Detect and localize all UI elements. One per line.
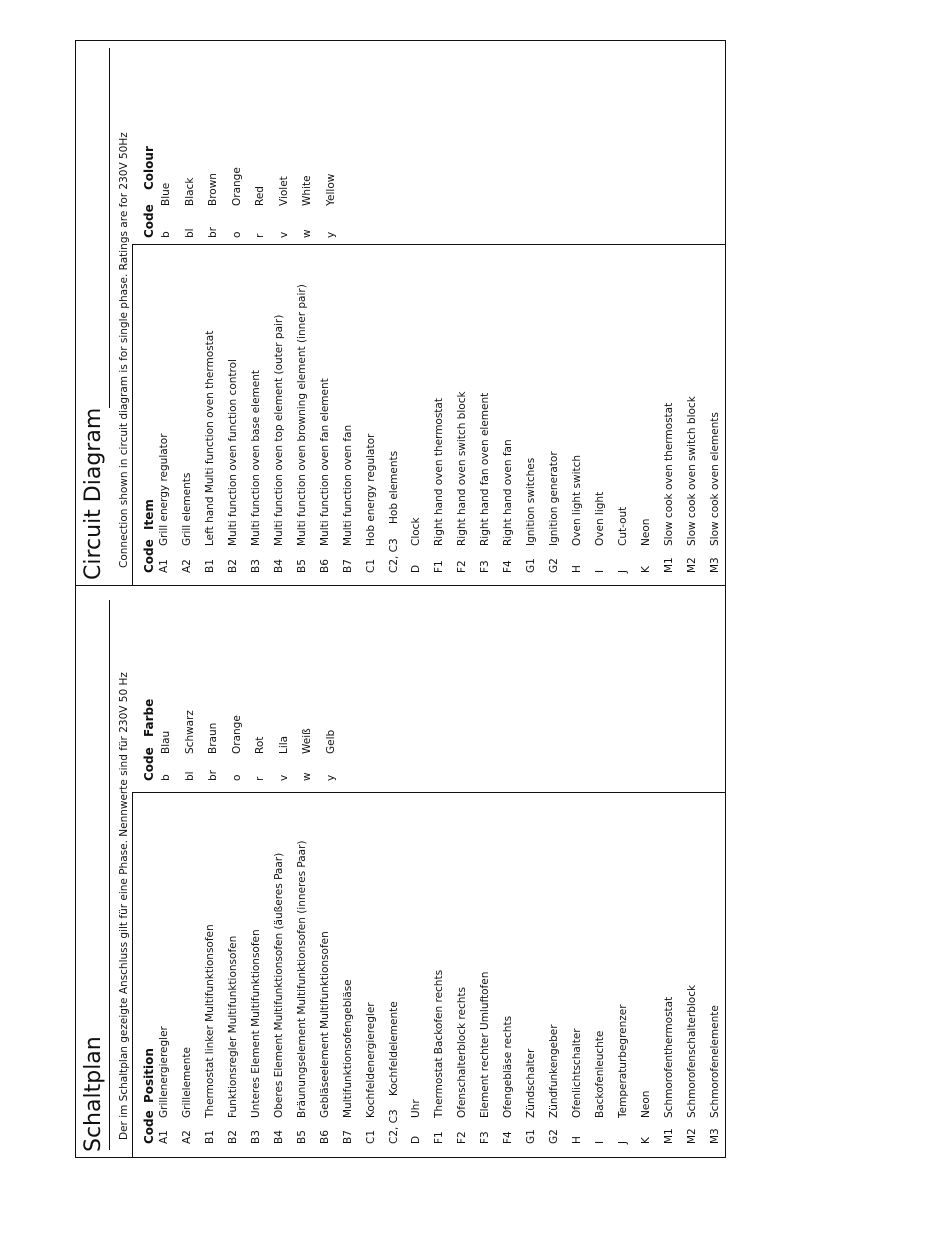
row-code: A2 [180,559,193,573]
row-code: F4 [502,1131,515,1144]
row-code: B4 [272,1130,285,1144]
row-text: Neon [639,1090,652,1118]
row-text: Zündfunkengeber [548,1024,561,1118]
row-text: Schmorofenthermostat [662,996,675,1118]
row-code: G1 [525,1129,538,1144]
row-text: Uhr [410,1099,423,1118]
row-text: Right hand fan oven element [479,392,492,546]
row-text: Backofenleuchte [594,1030,607,1118]
table-hline [132,792,726,793]
color-name: Blau [160,730,172,754]
color-code: v [277,774,290,781]
row-code: A1 [158,1130,170,1144]
position-header: Position [142,1048,156,1103]
row-code: F2 [456,560,469,573]
color-name: Black [183,177,196,206]
color-code: y [324,774,337,781]
row-text: Thermostat Backofen rechts [433,969,446,1118]
color-name-header: Colour [142,146,156,190]
row-code: B1 [203,1130,216,1144]
row-code: F3 [479,1131,492,1144]
section-divider [75,585,726,586]
row-code: G2 [548,558,561,573]
row-text: Right hand oven fan [502,439,515,546]
row-text: Kochfeldelemente [387,1001,400,1096]
color-name: Blue [160,182,172,206]
color-code: bl [183,771,196,781]
row-code: A2 [180,1130,193,1144]
row-text: Oberes Element Multifunktionsofen (äußeres Paar) [272,852,285,1118]
row-text: Neon [639,518,652,546]
row-code: F2 [456,1131,469,1144]
row-code: F4 [502,560,515,573]
row-code: I [594,569,607,573]
color-code: w [301,772,313,781]
row-text: Ofengebläse rechts [502,1015,515,1118]
row-code: F1 [433,1131,446,1144]
row-code: H [571,1136,584,1144]
row-code: K [639,566,652,573]
row-text: Temperaturbegrenzer [617,1004,629,1118]
page-frame [75,40,726,1158]
row-text: Multi function oven fan [341,424,354,546]
table-hline [132,244,726,245]
section-note: Connection shown in circuit diagram is for single phase. Ratings are for 230V 50Hz [118,132,130,568]
color-code: br [207,770,219,781]
row-text: Grillelemente [180,1047,193,1118]
color-code: v [277,231,290,238]
color-name: Brown [207,173,219,206]
row-code: M1 [662,1128,675,1144]
row-code: B7 [341,1130,354,1144]
row-text: Multi function oven base element [249,370,262,546]
row-text: Bräunungselement Multifunktionsofen (inneres Paar) [295,840,308,1118]
color-code: o [230,774,243,781]
row-text: Oven light [594,491,607,546]
table-vline [132,792,133,1158]
color-code: r [254,233,266,238]
color-name: Orange [230,167,243,206]
row-text: Kochfeldenergieregler [364,1002,377,1118]
row-code: B2 [226,559,239,573]
row-code: C1 [364,1129,377,1144]
color-name: Weiß [301,728,313,754]
row-code: B5 [295,1130,308,1144]
color-code: y [324,231,337,238]
row-code: B5 [295,559,308,573]
row-text: Element rechter Umluftofen [479,971,492,1118]
row-text: Funktionsregler Multifunktionsofen [226,935,239,1118]
row-text: Ofenlichtschalter [571,1028,584,1118]
row-text: Slow cook oven elements [708,412,721,546]
color-code-header: Code [142,747,156,781]
table-vline [132,244,133,585]
row-code: M3 [708,1128,721,1144]
row-code: B3 [249,1130,262,1144]
color-name: Orange [230,715,243,754]
row-code: B6 [318,559,331,573]
row-code: M2 [685,557,698,573]
row-code: C2, C3 [387,538,400,573]
row-code: F3 [479,560,492,573]
row-code: B1 [203,559,216,573]
color-name: Schwarz [183,710,196,754]
section-note: Der im Schaltplan gezeigte Anschluss gilt für eine Phase. Nennwerte sind für 230V 50 Hz [118,672,130,1140]
row-text: Grillenergieregler [158,1026,170,1118]
row-code: D [410,564,423,573]
section-title: Schaltplan [81,1036,106,1152]
row-text: Multi function oven fan element [318,378,331,546]
row-text: Slow cook oven thermostat [662,402,675,546]
row-text: Schmorofenelemente [708,1005,721,1118]
section-title: Circuit Diagram [81,407,106,580]
row-text: Unteres Element Multifunktionsofen [249,929,262,1118]
row-text: Multifunktionsofengebläse [341,979,354,1118]
row-text: Gebläseelement Multifunktionsofen [318,931,331,1118]
color-code: b [160,231,172,238]
color-name: Braun [207,722,219,754]
code-header: Code [142,539,156,573]
row-code: D [410,1135,423,1144]
row-code: B6 [318,1130,331,1144]
row-code: G2 [548,1129,561,1144]
row-code: B4 [272,559,285,573]
row-text: Clock [410,517,423,546]
color-code: w [301,229,313,238]
color-name-header: Farbe [142,698,156,737]
row-code: B3 [249,559,262,573]
color-code: r [254,776,266,781]
row-code: M1 [662,557,675,573]
color-code: br [207,227,219,238]
row-text: Grill elements [180,472,193,546]
row-code: C1 [364,558,377,573]
row-text: Ignition generator [548,451,561,546]
row-text: Right hand oven switch block [456,391,469,546]
row-code: M3 [708,557,721,573]
title-rule [109,600,110,1150]
row-code: G1 [525,558,538,573]
row-code: B7 [341,559,354,573]
row-text: Hob energy regulator [364,433,377,546]
row-code: C2, C3 [387,1109,400,1144]
row-code: I [594,1140,607,1144]
row-text: Slow cook oven switch block [685,396,698,546]
row-text: Multi function oven browning element (inner pair) [295,284,308,546]
row-code: M2 [685,1128,698,1144]
color-name: White [301,175,313,206]
item-header: Item [142,499,156,530]
row-code: A1 [158,559,170,573]
color-code: b [160,774,172,781]
color-name: Yellow [324,173,337,206]
row-text: Right hand oven thermostat [433,398,446,546]
color-name: Red [254,186,266,206]
code-header: Code [142,1110,156,1144]
color-code-header: Code [142,204,156,238]
color-code: o [230,231,243,238]
row-code: B2 [226,1130,239,1144]
row-text: Ignition switches [525,457,538,546]
row-text: Left hand Multi function oven thermostat [203,330,216,546]
row-text: Thermostat linker Multifunktionsofen [203,924,216,1118]
row-text: Multi function oven top element (outer pair) [272,314,285,546]
color-name: Gelb [324,729,337,754]
row-text: Multi function oven function control [226,359,239,546]
row-text: Oven light switch [571,454,584,546]
row-text: Zündschalter [525,1048,538,1118]
row-code: J [617,1140,629,1144]
row-code: H [571,565,584,573]
row-text: Ofenschalterblock rechts [456,987,469,1118]
row-code: F1 [433,560,446,573]
row-text: Schmorofenschalterblock [685,984,698,1118]
color-name: Rot [254,736,266,754]
color-name: Violet [277,176,290,206]
title-rule [109,48,110,408]
row-text: Cut-out [617,506,629,546]
row-text: Grill energy regulator [158,433,170,546]
color-code: bl [183,228,196,238]
row-code: J [617,569,629,573]
row-code: K [639,1137,652,1144]
row-text: Hob elements [387,450,400,524]
color-name: Lila [277,735,290,754]
